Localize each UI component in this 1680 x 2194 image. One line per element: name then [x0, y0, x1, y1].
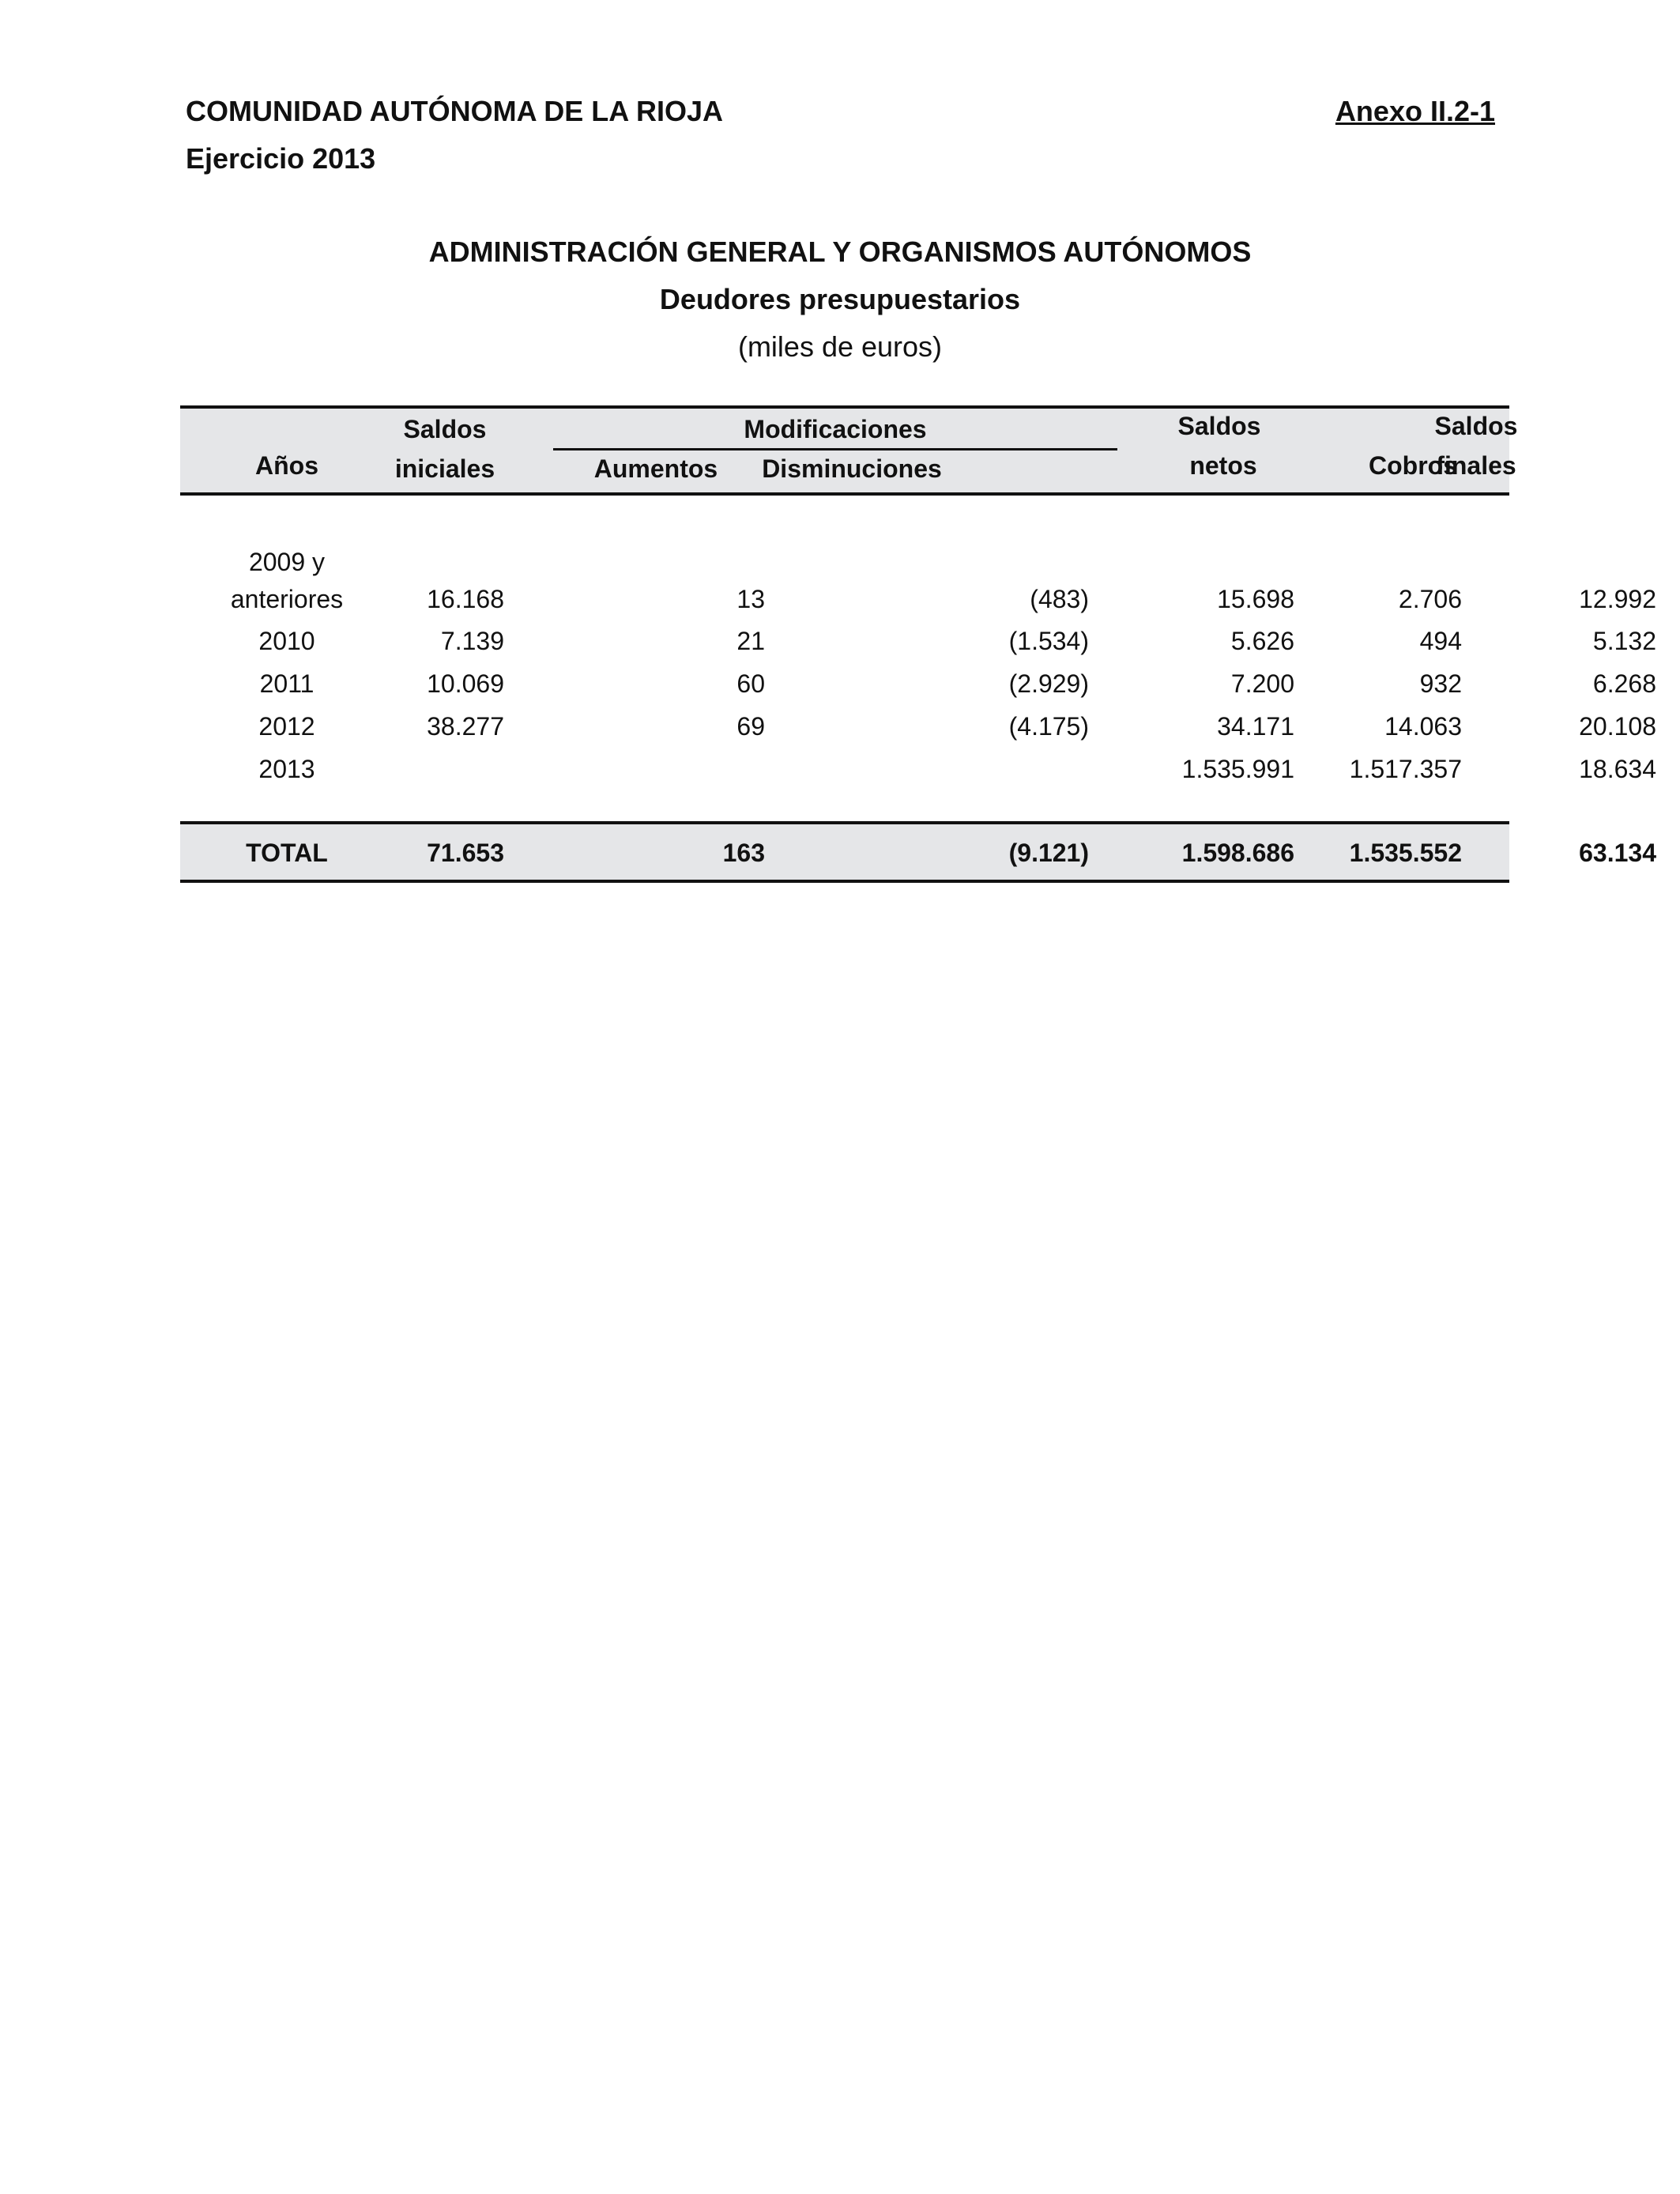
- cell-cobros: 494: [1419, 627, 1462, 655]
- document-title: ADMINISTRACIÓN GENERAL Y ORGANISMOS AUTÓNOMOS: [428, 236, 1252, 268]
- cell-disminuciones: (2.929): [1008, 669, 1089, 698]
- cell-saldos-netos: 7.200: [1230, 669, 1294, 698]
- header-saldos-iniciales-line1: Saldos: [403, 415, 487, 443]
- cell-aumentos: 69: [736, 712, 765, 741]
- cell-saldos-finales: 20.108: [1579, 712, 1656, 741]
- total-aumentos: 163: [722, 839, 765, 867]
- header-saldos-finales-line2: finales: [1436, 451, 1516, 480]
- cell-saldos-netos: 1.535.991: [1181, 755, 1294, 783]
- cell-cobros: 2.706: [1398, 585, 1462, 613]
- cell-cobros: 932: [1419, 669, 1462, 698]
- cell-saldos-iniciales: 7.139: [440, 627, 504, 655]
- table-header: [180, 405, 1518, 496]
- total-saldos-finales: 63.134: [1579, 839, 1656, 867]
- document-subtitle: Deudores presupuestarios: [659, 283, 1021, 315]
- header-saldos-netos-line2: netos: [1189, 451, 1257, 480]
- row-year: 2010: [258, 627, 315, 655]
- cell-saldos-netos: 15.698: [1217, 585, 1294, 613]
- total-saldos-iniciales: 71.653: [427, 839, 504, 867]
- organization-name: COMUNIDAD AUTÓNOMA DE LA RIOJA: [186, 95, 723, 127]
- cell-disminuciones: (1.534): [1008, 627, 1089, 655]
- row-year-line1: 2009 y: [248, 548, 326, 576]
- header-saldos-iniciales-line2: iniciales: [394, 454, 495, 483]
- units-note: (miles de euros): [737, 330, 943, 363]
- header-disminuciones: Disminuciones: [762, 454, 942, 483]
- total-label: TOTAL: [246, 839, 328, 867]
- exercise-year: Ejercicio 2013: [186, 142, 376, 175]
- header-cobros: Cobros: [1369, 451, 1457, 480]
- header-aumentos: Aumentos: [593, 454, 718, 483]
- row-year: 2011: [259, 669, 315, 698]
- cell-saldos-iniciales: 10.069: [427, 669, 504, 698]
- cell-aumentos: 21: [736, 627, 765, 655]
- cell-saldos-finales: 6.268: [1592, 669, 1656, 698]
- row-year: 2012: [258, 712, 315, 741]
- cell-saldos-finales: 5.132: [1592, 627, 1656, 655]
- total-cobros: 1.535.552: [1349, 839, 1462, 867]
- table-body: [180, 496, 1656, 821]
- debtors-table: [180, 405, 1656, 883]
- modificaciones-underline: [553, 448, 1117, 450]
- cell-aumentos: 13: [736, 585, 765, 613]
- cell-saldos-finales: 18.634: [1579, 755, 1656, 783]
- cell-aumentos: 60: [736, 669, 765, 698]
- total-saldos-netos: 1.598.686: [1181, 839, 1294, 867]
- header-modificaciones: Modificaciones: [744, 415, 927, 443]
- cell-saldos-iniciales: 38.277: [427, 712, 504, 741]
- row-year-line2: anteriores: [230, 585, 344, 613]
- header-saldos-finales-line1: Saldos: [1434, 412, 1518, 440]
- cell-cobros: 1.517.357: [1349, 755, 1462, 783]
- header-anos: Años: [255, 451, 318, 480]
- annex-reference: Anexo II.2-1: [1335, 95, 1495, 127]
- row-year: 2013: [258, 755, 315, 783]
- cell-disminuciones: (4.175): [1008, 712, 1089, 741]
- cell-cobros: 14.063: [1384, 712, 1462, 741]
- cell-saldos-netos: 34.171: [1217, 712, 1294, 741]
- header-saldos-netos-line1: Saldos: [1177, 412, 1261, 440]
- total-disminuciones: (9.121): [1008, 839, 1089, 867]
- cell-saldos-finales: 12.992: [1579, 585, 1656, 613]
- cell-disminuciones: (483): [1030, 585, 1089, 613]
- cell-saldos-netos: 5.626: [1230, 627, 1294, 655]
- total-row: [180, 821, 1656, 883]
- cell-saldos-iniciales: 16.168: [427, 585, 504, 613]
